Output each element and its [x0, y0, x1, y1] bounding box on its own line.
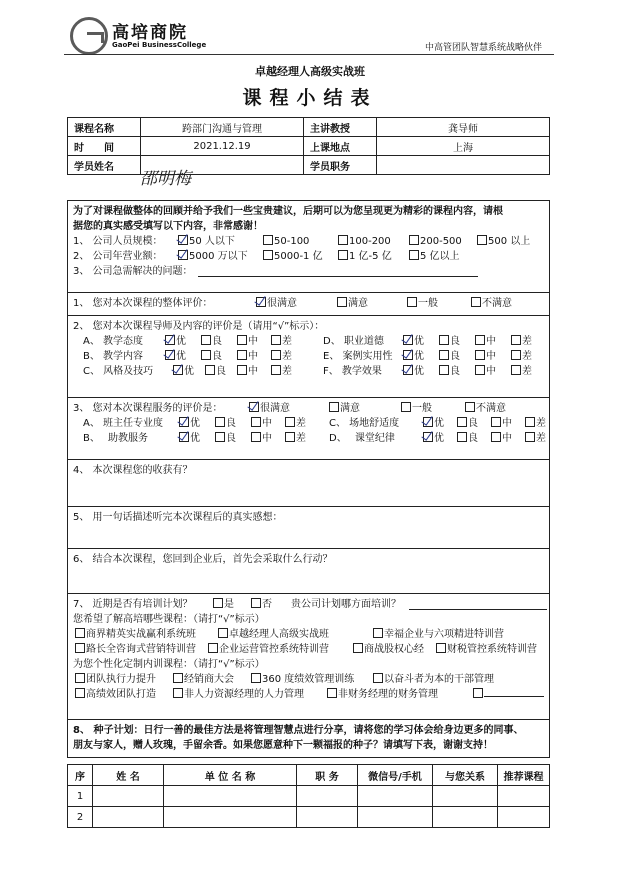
grade-label: 良 — [216, 366, 226, 377]
grade-label: 中 — [248, 336, 258, 347]
grade-label: 优 — [190, 433, 200, 444]
grade-checkbox[interactable] — [179, 432, 189, 442]
header-tagline: 中高管团队智慧系统战略伙伴 — [424, 43, 542, 53]
s3-item-label: B、 助教服务 — [83, 433, 149, 444]
nominee-header-row — [68, 765, 550, 786]
courses-row-1 — [73, 627, 544, 642]
s3-section — [68, 398, 549, 460]
plan-yes-label: 是 — [224, 599, 234, 610]
grade-checkbox[interactable] — [251, 417, 261, 427]
place-label: 上课地点 — [304, 137, 377, 156]
position-value[interactable] — [377, 156, 550, 175]
course-label: 商界精英实战赢利系统班 — [86, 629, 196, 640]
q1-option-checkbox[interactable] — [263, 235, 273, 245]
s3-row-b — [73, 431, 544, 446]
grade-label: 优 — [184, 366, 194, 377]
table-row — [68, 786, 550, 807]
grade-label: 中 — [502, 433, 512, 444]
grade-label: 优 — [414, 351, 424, 362]
q2-option-checkbox[interactable] — [178, 250, 188, 260]
grade-checkbox[interactable] — [403, 335, 413, 345]
nominee-table — [67, 764, 550, 828]
grade-label: 良 — [226, 433, 236, 444]
s2-row-c — [73, 364, 544, 379]
col-header: 推荐课程 — [498, 765, 550, 786]
grade-label: 良 — [212, 351, 222, 362]
cell[interactable] — [93, 807, 164, 828]
grade-checkbox[interactable] — [165, 335, 175, 345]
s1-section — [68, 293, 549, 316]
course-checkbox[interactable] — [218, 628, 228, 638]
q1-option-label: 100-200 — [349, 236, 391, 247]
q1-option-checkbox[interactable] — [338, 235, 348, 245]
row-number: 1 — [68, 786, 93, 807]
s2-item-label: A、 教学态度 — [83, 336, 144, 347]
grade-checkbox[interactable] — [271, 365, 281, 375]
grade-label: 差 — [536, 418, 546, 429]
grade-checkbox[interactable] — [423, 432, 433, 442]
grade-checkbox[interactable] — [237, 365, 247, 375]
grade-label: 中 — [486, 336, 496, 347]
grade-label: 良 — [468, 418, 478, 429]
course-checkbox[interactable] — [208, 643, 218, 653]
form-title: 课程小结表 — [242, 87, 378, 109]
col-header: 微信号/手机 — [358, 765, 433, 786]
grade-checkbox[interactable] — [439, 335, 449, 345]
s1-option-checkbox[interactable] — [471, 297, 481, 307]
s3-item-label: C、 场地舒适度 — [329, 418, 400, 429]
logo-subtitle: GaoPei BusinessCollege — [112, 41, 207, 49]
custom-course-label: 非人力资源经理的人力管理 — [184, 689, 304, 700]
cell[interactable] — [164, 786, 297, 807]
course-label: 企业运营管控系统特训营 — [219, 644, 329, 655]
s2-item-label: C、 风格及技巧 — [83, 366, 154, 377]
time-value[interactable]: 2021.12.19 — [141, 137, 304, 156]
position-label: 学员职务 — [304, 156, 377, 175]
courses-row-2 — [73, 642, 544, 657]
grade-label: 良 — [226, 418, 236, 429]
header-divider — [64, 54, 554, 55]
course-checkbox[interactable] — [75, 643, 85, 653]
s2-item-label: D、 职业道德 — [323, 336, 384, 347]
q1-option-checkbox[interactable] — [409, 235, 419, 245]
q3-label: 3、 公司急需解决的问题： — [73, 266, 193, 277]
grade-label: 差 — [522, 351, 532, 362]
col-header: 与您关系 — [433, 765, 498, 786]
s1-option-label: 一般 — [418, 298, 438, 309]
grade-checkbox[interactable] — [511, 350, 521, 360]
row-number: 2 — [68, 807, 93, 828]
s2-section — [68, 316, 549, 398]
grade-checkbox[interactable] — [423, 417, 433, 427]
s2-row-a — [73, 334, 544, 349]
grade-label: 优 — [414, 336, 424, 347]
q1-option-label: 50-100 — [274, 236, 310, 247]
s6-section[interactable] — [68, 549, 549, 594]
s4-section[interactable] — [68, 460, 549, 507]
grade-checkbox[interactable] — [525, 417, 535, 427]
grade-label: 差 — [282, 366, 292, 377]
grade-checkbox[interactable] — [251, 432, 261, 442]
grade-label: 良 — [468, 433, 478, 444]
custom-course-label: 非财务经理的财务管理 — [338, 689, 438, 700]
s6-label: 6、 结合本次课程，您回到企业后，首先会采取什么行动？ — [73, 554, 333, 565]
grade-checkbox[interactable] — [511, 335, 521, 345]
grade-label: 差 — [296, 433, 306, 444]
cell[interactable] — [498, 807, 550, 828]
grade-checkbox[interactable] — [271, 350, 281, 360]
s3-option-checkbox[interactable] — [329, 402, 339, 412]
s1-option-label: 不满意 — [482, 298, 512, 309]
grade-checkbox[interactable] — [475, 335, 485, 345]
s7-question: 7、 近期是否有培训计划？ — [73, 599, 193, 610]
custom-row-2 — [73, 687, 544, 702]
plan-yes-checkbox[interactable] — [213, 598, 223, 608]
q2-row — [73, 249, 544, 264]
s2-item-label: B、 教学内容 — [83, 351, 144, 362]
custom-checkbox[interactable] — [251, 673, 261, 683]
s2-label: 2、 您对本次课程导师及内容的评价是（请用“√”标示）： — [73, 321, 325, 332]
grade-label: 中 — [502, 418, 512, 429]
grade-checkbox[interactable] — [475, 365, 485, 375]
place-value[interactable]: 上海 — [377, 137, 550, 156]
logo-g-icon — [70, 17, 108, 55]
grade-label: 良 — [450, 351, 460, 362]
q1-option-label: 200-500 — [420, 236, 462, 247]
grade-checkbox[interactable] — [179, 417, 189, 427]
q2-option-checkbox[interactable] — [409, 250, 419, 260]
custom-checkbox[interactable] — [327, 688, 337, 698]
q3-answer-line[interactable] — [198, 276, 478, 277]
custom-checkbox[interactable] — [75, 673, 85, 683]
course-checkbox[interactable] — [373, 628, 383, 638]
grade-label: 中 — [486, 366, 496, 377]
grade-checkbox[interactable] — [457, 432, 467, 442]
custom-course-label: 高绩效团队打造 — [86, 689, 156, 700]
intro-section — [68, 201, 549, 293]
s3-option-checkbox[interactable] — [465, 402, 475, 412]
program-title: 卓越经理人高级实战班 — [255, 65, 365, 78]
s1-option-label: 满意 — [348, 298, 368, 309]
grade-checkbox[interactable] — [173, 365, 183, 375]
course-label: 财税管控系统特训营 — [447, 644, 537, 655]
grade-label: 差 — [522, 336, 532, 347]
grade-checkbox[interactable] — [475, 350, 485, 360]
grade-checkbox[interactable] — [491, 417, 501, 427]
custom-checkbox[interactable] — [373, 673, 383, 683]
s3-option-checkbox[interactable] — [401, 402, 411, 412]
course-value[interactable]: 跨部门沟通与管理 — [141, 118, 304, 137]
plan-no-label: 否 — [262, 599, 272, 610]
q2-option-label: 5000-1 亿 — [274, 251, 323, 262]
survey-form — [67, 200, 550, 758]
grade-label: 良 — [212, 336, 222, 347]
q1-option-label: 500 以上 — [488, 236, 531, 247]
grade-label: 中 — [262, 418, 272, 429]
grade-checkbox[interactable] — [439, 350, 449, 360]
cell[interactable] — [498, 786, 550, 807]
course-checkbox[interactable] — [353, 643, 363, 653]
grade-label: 差 — [536, 433, 546, 444]
student-signature: 邵明梅 — [140, 169, 191, 189]
q2-option-label: 5000 万以下 — [189, 251, 248, 262]
cell[interactable] — [297, 786, 358, 807]
s3-row-a — [73, 416, 544, 431]
q2-option-checkbox[interactable] — [338, 250, 348, 260]
q1-option-checkbox[interactable] — [477, 235, 487, 245]
custom-course-label: 团队执行力提升 — [86, 674, 156, 685]
custom-course-label: 360 度绩效管理训练 — [262, 674, 355, 685]
seed-plan-line-2: 朋友与家人，赠人玫瑰，手留余香。如果您愿意种下一颗福报的种子？请填写下表，谢谢支持！ — [73, 740, 493, 751]
col-header: 序 — [68, 765, 93, 786]
grade-checkbox[interactable] — [215, 432, 225, 442]
s2-row-b — [73, 349, 544, 364]
grade-label: 良 — [450, 336, 460, 347]
grade-checkbox[interactable] — [439, 365, 449, 375]
s8-section — [68, 720, 549, 758]
custom-row-1 — [73, 672, 544, 687]
grade-label: 优 — [434, 418, 444, 429]
s3-option-checkbox[interactable] — [249, 402, 259, 412]
grade-checkbox[interactable] — [511, 365, 521, 375]
grade-checkbox[interactable] — [237, 350, 247, 360]
grade-label: 差 — [282, 351, 292, 362]
custom-checkbox[interactable] — [173, 673, 183, 683]
training-area-line[interactable] — [409, 609, 547, 610]
grade-label: 中 — [486, 351, 496, 362]
s1-label: 1、 您对本次课程的整体评价： — [73, 298, 213, 309]
grade-checkbox[interactable] — [237, 335, 247, 345]
s3-option-label: 不满意 — [476, 403, 506, 414]
seed-plan-line-1: 8、 种子计划：日行一善的最佳方法是将管理智慧点进行分享，请将您的学习体会给身边更多的同事、 — [73, 725, 524, 736]
grade-label: 差 — [296, 418, 306, 429]
grade-label: 优 — [414, 366, 424, 377]
s3-option-label: 很满意 — [260, 403, 290, 414]
q2-option-label: 1 亿-5 亿 — [349, 251, 392, 262]
grade-checkbox[interactable] — [201, 335, 211, 345]
grade-checkbox[interactable] — [285, 417, 295, 427]
grade-label: 中 — [248, 366, 258, 377]
course-label: 课程名称 — [68, 118, 141, 137]
grade-label: 良 — [450, 366, 460, 377]
grade-checkbox[interactable] — [205, 365, 215, 375]
lecturer-value[interactable]: 龚导师 — [377, 118, 550, 137]
s3-item-label: D、 课堂纪律 — [329, 433, 395, 444]
s7-section — [68, 594, 549, 720]
want-label: 您希望了解高培哪些课程：（请打“√”标示） — [73, 614, 265, 625]
course-label: 商战股权心经 — [364, 644, 424, 655]
grade-label: 优 — [434, 433, 444, 444]
q1-label: 1、 公司人员规模： — [73, 236, 163, 247]
custom-course-label: 经销商大会 — [184, 674, 234, 685]
custom-checkbox[interactable] — [173, 688, 183, 698]
table-row — [68, 807, 550, 828]
q3-row — [73, 264, 544, 279]
grade-checkbox[interactable] — [285, 432, 295, 442]
grade-checkbox[interactable] — [215, 417, 225, 427]
custom-label: 为您个性化定制内训课程：（请打“√”标示） — [73, 659, 265, 670]
q1-option-checkbox[interactable] — [178, 235, 188, 245]
grade-checkbox[interactable] — [271, 335, 281, 345]
s3-item-label: A、 班主任专业度 — [83, 418, 164, 429]
cell[interactable] — [433, 807, 498, 828]
s3-label: 3、 您对本次课程服务的评价是： — [73, 403, 223, 414]
s3-row — [73, 401, 544, 416]
grade-label: 差 — [282, 336, 292, 347]
course-label: 卓越经理人高级实战班 — [229, 629, 329, 640]
intro-text-1: 为了对课程做整体的回顾并给予我们一些宝贵建议，后期可以为您呈现更为精彩的课程内容，请根 — [73, 206, 503, 217]
q1-row — [73, 234, 544, 249]
grade-checkbox[interactable] — [201, 350, 211, 360]
s2-item-label: F、 教学效果 — [323, 366, 382, 377]
cell[interactable] — [358, 807, 433, 828]
course-label: 幸福企业与六项精进特训营 — [384, 629, 504, 640]
grade-checkbox[interactable] — [525, 432, 535, 442]
col-header: 姓 名 — [93, 765, 164, 786]
s1-option-label: 很满意 — [267, 298, 297, 309]
cell[interactable] — [433, 786, 498, 807]
s5-label: 5、 用一句话描述听完本次课程后的真实感想： — [73, 512, 283, 523]
grade-checkbox[interactable] — [403, 365, 413, 375]
time-label: 时 间 — [68, 137, 141, 156]
cell[interactable] — [93, 786, 164, 807]
s3-option-label: 满意 — [340, 403, 360, 414]
grade-label: 差 — [522, 366, 532, 377]
s7-row-plan — [73, 597, 544, 612]
grade-checkbox[interactable] — [165, 350, 175, 360]
q2-label: 2、 公司年营业额： — [73, 251, 163, 262]
grade-label: 优 — [190, 418, 200, 429]
lecturer-label: 主讲教授 — [304, 118, 377, 137]
grade-checkbox[interactable] — [457, 417, 467, 427]
grade-checkbox[interactable] — [491, 432, 501, 442]
grade-label: 中 — [262, 433, 272, 444]
custom-other-line[interactable] — [484, 687, 544, 697]
col-header: 单 位 名 称 — [164, 765, 297, 786]
s1-row — [73, 296, 544, 311]
plan-no-checkbox[interactable] — [251, 598, 261, 608]
s3-option-label: 一般 — [412, 403, 432, 414]
cell[interactable] — [297, 807, 358, 828]
course-label: 路长全咨询式营销特训营 — [86, 644, 196, 655]
training-area-question: 贵公司计划哪方面培训？ — [291, 599, 401, 610]
custom-other-checkbox[interactable] — [473, 688, 483, 698]
grade-label: 优 — [176, 336, 186, 347]
q1-option-label: 50 人以下 — [189, 236, 235, 247]
student-label: 学员姓名 — [68, 156, 141, 175]
col-header: 职 务 — [297, 765, 358, 786]
s2-item-label: E、 案例实用性 — [323, 351, 393, 362]
cell[interactable] — [164, 807, 297, 828]
custom-course-label: 以奋斗者为本的干部管理 — [384, 674, 494, 685]
logo-name: 高培商院 — [112, 23, 188, 43]
s1-option-checkbox[interactable] — [407, 297, 417, 307]
q2-option-label: 5 亿以上 — [420, 251, 460, 262]
grade-label: 优 — [176, 351, 186, 362]
grade-label: 中 — [248, 351, 258, 362]
intro-text-2: 据您的真实感受填写以下内容，非常感谢！ — [73, 221, 263, 232]
cell[interactable] — [358, 786, 433, 807]
course-checkbox[interactable] — [75, 628, 85, 638]
s1-option-checkbox[interactable] — [256, 297, 266, 307]
course-checkbox[interactable] — [436, 643, 446, 653]
q2-option-checkbox[interactable] — [263, 250, 273, 260]
custom-checkbox[interactable] — [75, 688, 85, 698]
s1-option-checkbox[interactable] — [337, 297, 347, 307]
grade-checkbox[interactable] — [403, 350, 413, 360]
s5-section[interactable] — [68, 507, 549, 549]
s4-label: 4、 本次课程您的收获有？ — [73, 465, 193, 476]
